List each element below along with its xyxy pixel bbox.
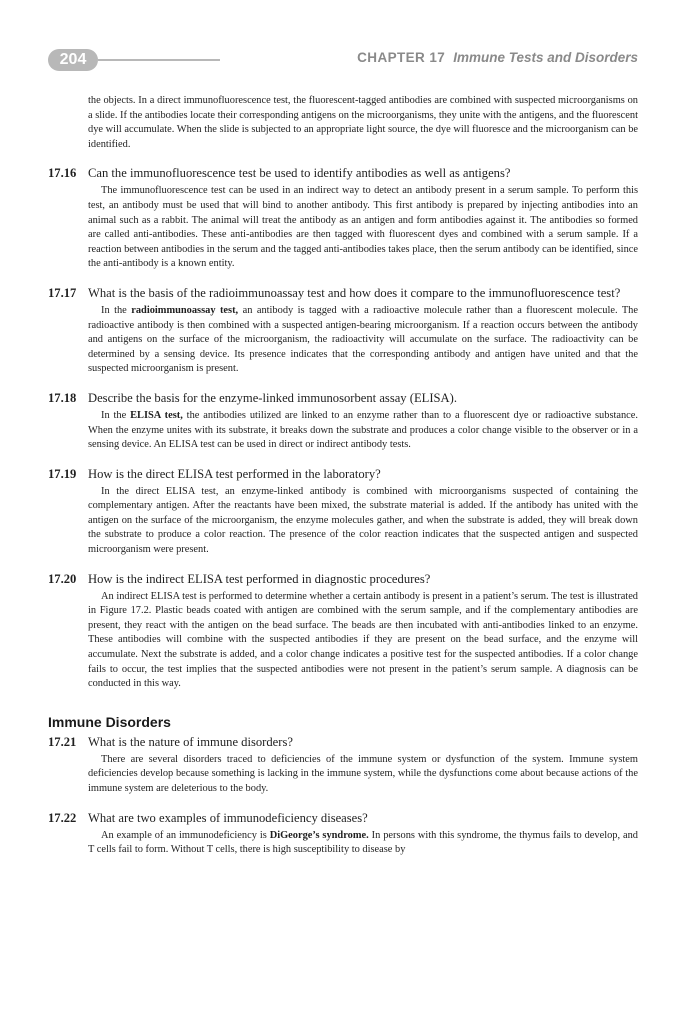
answer-17-20: An indirect ELISA test is performed to determine whether a certain antibody is present in a patient’s serum. The test is illustrated in Figure 17.2. Plastic beads coated with antigen are combined with the serum sample, and if the complementary antibodies are present, they react with the antigen on the bead surface. The beads are then incubated with anti-antibodies linked to an enzyme. These antibodies will combine with the suspected antibodies if they are present on the bead surface, and the enzyme will accumulate. Next the substrate is added, and a color change indicates a positive test for the suspected antibodies. If a color change fails to occur, the test implies that the suspected antibodies were not present in the patient’s serum sample. A diagnosis can be conducted in this way. xyxy=(88,590,638,690)
question-17-20 xyxy=(48,571,638,587)
chapter-title: Immune Tests and Disorders xyxy=(453,50,638,65)
term-digeorge: DiGeorge’s syndrome. xyxy=(269,829,369,841)
chapter-label: CHAPTER 17 xyxy=(357,50,446,65)
question-number: 17.21 xyxy=(48,734,77,749)
question-17-21 xyxy=(48,734,638,750)
question-number: 17.16 xyxy=(48,166,77,181)
term-elisa: ELISA test, xyxy=(130,409,183,421)
answer-17-22: An example of an immunodeficiency is DiGeorge’s syndrome. In persons with this syndrome, the thymus fails to develop, and T cells fail to form. Without T cells, there is high susceptibility to disease by xyxy=(88,829,638,856)
answer-17-16: The immunofluorescence test can be used in an indirect way to detect an antibody present in a serum sample. To perform this test, an antibody must be used that will bind to another antibody. This first antibody is prepared by injecting antibodies into an animal such as a rabbit. The animal will treat the antibody as an antigen and form antibodies against it. The antibodies so formed are called anti-antibodies. These anti-antibodies are then tagged with fluorescent dyes and combined with a serum sample. If a reaction between antibodies in the serum and the tagged anti-antibodies takes place, then the serum antibody can be identified, since the anti-antibody is a known entity. xyxy=(88,185,638,270)
question-number: 17.17 xyxy=(48,285,77,300)
page-body xyxy=(48,94,638,858)
answer-17-21: There are several disorders traced to deficiencies of the immune system or dysfunction of the system. Immune system deficiencies develop because something is lacking in the immune system, while the dysfunctions come about because actions of the immune system are deleterious to the body. xyxy=(88,753,638,794)
question-text: What are two examples of immunodeficiency diseases? xyxy=(88,810,368,825)
question-text: Can the immunofluorescence test be used to identify antibodies as well as antigens? xyxy=(88,166,511,181)
question-17-18 xyxy=(48,390,638,406)
question-number: 17.18 xyxy=(48,390,77,405)
question-number: 17.22 xyxy=(48,810,77,825)
question-text: What is the basis of the radioimmunoassay test and how does it compare to the immunofluorescence test? xyxy=(88,285,621,300)
question-17-17 xyxy=(48,285,638,301)
answer-17-17: In the radioimmunoassay test, an antibody is tagged with a radioactive molecule rather than a fluorescent molecule. The radioactive antibody is then combined with a suspected antigen-bearing microorganism. If a reaction occurs between the antibody and antigens on the surface of the microorganism, the radioactivity will accumulate on the surface. The radioactivity can be determined by a sensing device. Its presence indicates that the corresponding antibody and antigen have united and that the suspected microorganism is present. xyxy=(88,304,638,375)
running-head xyxy=(357,50,638,65)
question-17-16 xyxy=(48,165,638,181)
question-text: What is the nature of immune disorders? xyxy=(88,734,293,749)
question-number: 17.20 xyxy=(48,571,77,586)
section-heading: Immune Disorders xyxy=(48,713,171,730)
header-rule xyxy=(98,59,220,61)
question-17-19 xyxy=(48,466,638,482)
answer-17-19: In the direct ELISA test, an enzyme-linked antibody is combined with microorganisms suspected of containing the complementary antigen. After the reactants have been mixed, the substrate material is added. If the antibody has united with the antigen on the surface of the microorganism, the enzyme molecules gather, and when the substrate is added, they will break down the substrate to produce a color reaction. The presence of the color reaction indicates that the suspected antigen and suspected microorganism were present. xyxy=(88,485,638,556)
question-text: How is the indirect ELISA test performed in diagnostic procedures? xyxy=(88,571,431,586)
question-text: Describe the basis for the enzyme-linked immunosorbent assay (ELISA). xyxy=(88,390,457,405)
question-17-22 xyxy=(48,810,638,826)
page-header xyxy=(48,46,638,74)
question-text: How is the direct ELISA test performed in the laboratory? xyxy=(88,466,381,481)
term-radioimmunoassay: radioimmunoassay test, xyxy=(131,304,239,316)
question-number: 17.19 xyxy=(48,466,77,481)
intro-paragraph: the objects. In a direct immunofluorescence test, the fluorescent-tagged antibodies are combined with suspected microorganisms on a slide. If the antibodies locate their corresponding antigens on the microorganisms, they unite with the antigens, and the fluorescent dye will accumulate. When the slide is subjected to an appropriate light source, the dye will fluoresce and the microorganism can be identified. xyxy=(88,95,638,150)
page-number-badge: 204 xyxy=(48,49,98,71)
answer-17-18: In the ELISA test, the antibodies utilized are linked to an enzyme rather than to a fluorescent dye or radioactive substance. When the enzyme unites with its substrate, it breaks down the substrate and produces a color change visible to the observer or in a sensing device. An ELISA test can be used in direct or indirect antibody tests. xyxy=(88,409,638,451)
